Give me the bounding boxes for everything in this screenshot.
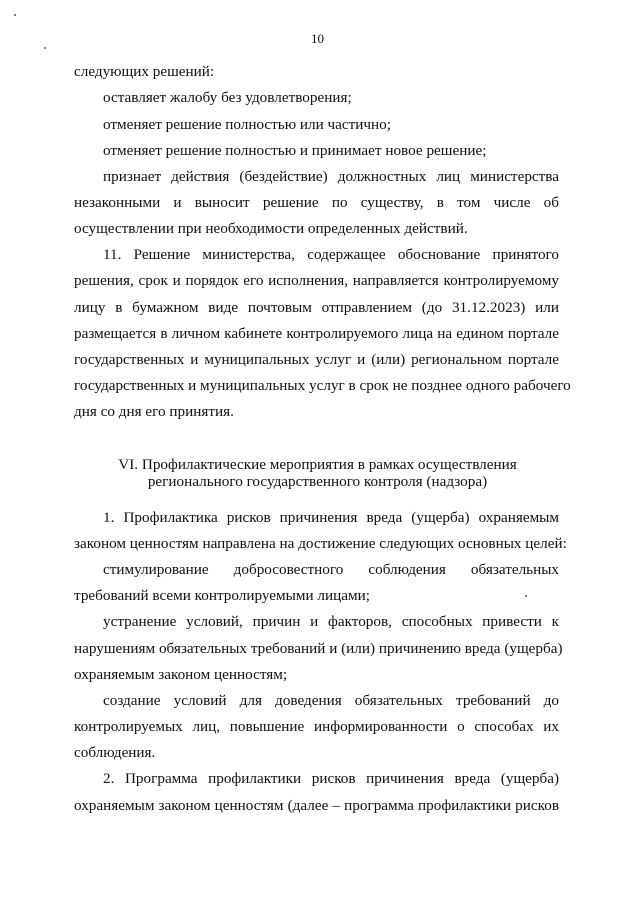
text-line: лицу в бумажном виде почтовым отправлением (до 31.12.2023) или [74,299,559,316]
list-item: признает действия (бездействие) должностных лиц министерства [103,168,559,185]
list-item: устранение условий, причин и факторов, способных привести к [103,613,559,630]
section-heading: регионального государственного контроля (надзора) [147,473,488,490]
list-item: оставляет жалобу без удовлетворения; [103,89,352,106]
text-line: охраняемым законом ценностям; [74,666,288,683]
section-heading: VI. Профилактические мероприятия в рамках осуществления [118,456,517,473]
paragraph-start: 2. Программа профилактики рисков причинения вреда (ущерба) [103,770,559,787]
scan-speck [14,14,16,16]
text-line: законом ценностям направлена на достижение следующих основных целей: [74,535,567,552]
paragraph-start: 1. Профилактика рисков причинения вреда (ущерба) охраняемым [103,509,559,526]
text-line: решения, срок и порядок его исполнения, направляется контролируемому [74,272,559,289]
text-line: соблюдения. [74,744,156,761]
text-line: государственных и муниципальных услуг и (или) региональном портале [74,351,559,368]
text-line: незаконными и выносит решение по существу, в том числе об [74,194,559,211]
text-line: государственных и муниципальных услуг в срок не позднее одного рабочего [74,377,571,394]
text-line: охраняемым законом ценностям (далее – программа профилактики рисков [74,797,559,814]
page-number: 10 [311,31,324,46]
text-line: дня со дня его принятия. [74,403,234,420]
list-item: отменяет решение полностью и принимает новое решение; [103,142,487,159]
list-item: создание условий для доведения обязательных требований до [103,692,559,709]
text-line: нарушениям обязательных требований и (или) причинению вреда (ущерба) [74,640,563,657]
scan-speck [525,595,527,597]
text-line: следующих решений: [74,63,215,80]
text-line: требований всеми контролируемыми лицами; [74,587,370,604]
list-item: стимулирование добросовестного соблюдения обязательных [103,561,559,578]
list-item: отменяет решение полностью или частично; [103,116,391,133]
text-line: контролируемых лиц, повышение информированности о способах их [74,718,559,735]
paragraph-start: 11. Решение министерства, содержащее обоснование принятого [103,246,559,263]
text-line: осуществлении при необходимости определенных действий. [74,220,468,237]
text-line: размещается в личном кабинете контролируемого лица на едином портале [74,325,559,342]
scan-speck [44,47,46,49]
